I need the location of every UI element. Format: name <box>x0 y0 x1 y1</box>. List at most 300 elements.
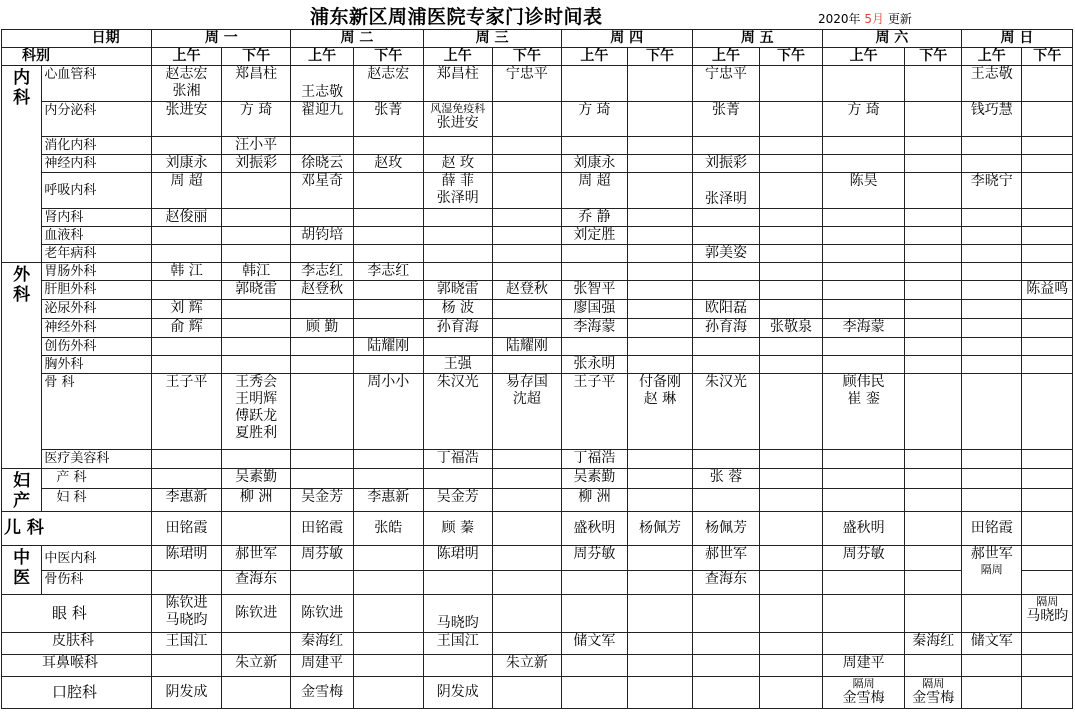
schedule-cell: 郭晓雷 <box>221 281 291 300</box>
schedule-cell <box>822 245 905 263</box>
dept-label: 骨伤科 <box>42 571 152 595</box>
schedule-cell <box>628 281 693 300</box>
schedule-cell <box>493 137 562 155</box>
schedule-cell: 张敬泉 <box>760 319 823 338</box>
schedule-cell <box>291 374 354 450</box>
schedule-cell: 郭美姿 <box>692 245 760 263</box>
schedule-cell <box>692 227 760 245</box>
schedule-cell: 顾 勤 <box>291 319 354 338</box>
schedule-cell <box>353 469 423 489</box>
schedule-cell <box>423 338 493 356</box>
schedule-cell <box>760 469 823 489</box>
schedule-cell <box>1022 571 1073 595</box>
table-row <box>2 338 1073 356</box>
schedule-cell <box>291 137 354 155</box>
category-tcm: 中 医 <box>2 546 42 595</box>
dept-label: 妇 科 <box>42 489 152 512</box>
schedule-cell: 赵登秋 <box>493 281 562 300</box>
schedule-cell <box>628 227 693 245</box>
schedule-cell <box>760 595 823 633</box>
schedule-cell: 秦海红 <box>291 633 354 655</box>
schedule-cell <box>152 450 222 469</box>
schedule-cell: 杨佩芳 <box>628 512 693 546</box>
schedule-cell <box>961 319 1022 338</box>
schedule-cell <box>1022 338 1073 356</box>
schedule-cell: 孙育海 <box>692 319 760 338</box>
schedule-cell <box>692 263 760 281</box>
schedule-cell: 王国江 <box>423 633 493 655</box>
table-row <box>2 374 1073 450</box>
schedule-cell <box>628 155 693 173</box>
table-row <box>2 66 1073 102</box>
schedule-cell: 周 超 <box>152 173 222 209</box>
schedule-cell <box>760 655 823 677</box>
schedule-cell: 周 超 <box>561 173 628 209</box>
schedule-cell <box>221 173 291 209</box>
header-day-fri: 周 五 <box>692 30 822 48</box>
schedule-cell <box>628 633 693 655</box>
table-row <box>2 356 1073 374</box>
schedule-cell <box>221 450 291 469</box>
schedule-cell: 盛秋明 <box>561 512 628 546</box>
schedule-cell: 宁忠平 <box>692 66 760 102</box>
schedule-table <box>1 29 1073 709</box>
schedule-cell <box>822 281 905 300</box>
schedule-cell <box>221 512 291 546</box>
schedule-cell: 郑昌柱 <box>221 66 291 102</box>
header-pm: 下午 <box>221 48 291 66</box>
schedule-cell <box>1022 546 1073 571</box>
schedule-cell <box>628 677 693 709</box>
schedule-cell: 吴金芳 <box>291 489 354 512</box>
schedule-cell <box>353 137 423 155</box>
schedule-cell: 刘康永 <box>152 155 222 173</box>
schedule-cell <box>353 300 423 319</box>
schedule-cell: 阴发成 <box>423 677 493 709</box>
schedule-cell <box>760 66 823 102</box>
schedule-cell <box>493 489 562 512</box>
category-obgyn: 妇 产 <box>2 469 42 512</box>
schedule-cell <box>152 469 222 489</box>
schedule-cell <box>905 245 961 263</box>
dept-label: 医疗美容科 <box>42 450 152 469</box>
schedule-cell: 方 琦 <box>221 102 291 137</box>
schedule-cell <box>760 209 823 227</box>
schedule-cell <box>760 677 823 709</box>
dept-label: 骨 科 <box>42 374 152 450</box>
schedule-cell <box>561 263 628 281</box>
schedule-cell <box>692 450 760 469</box>
schedule-cell: 杨 波 <box>423 300 493 319</box>
schedule-cell <box>291 338 354 356</box>
schedule-cell: 陈益鸣 <box>1022 281 1073 300</box>
schedule-cell <box>961 489 1022 512</box>
schedule-cell <box>760 281 823 300</box>
schedule-cell <box>493 571 562 595</box>
schedule-cell <box>905 319 961 338</box>
schedule-cell <box>493 102 562 137</box>
schedule-cell <box>905 546 961 571</box>
dept-label: 消化内科 <box>42 137 152 155</box>
schedule-cell: 周建平 <box>822 655 905 677</box>
schedule-cell <box>961 677 1022 709</box>
schedule-cell <box>905 356 961 374</box>
dept-label: 内分泌科 <box>42 102 152 137</box>
schedule-cell <box>760 546 823 571</box>
schedule-cell <box>905 281 961 300</box>
schedule-cell: 方 琦 <box>822 102 905 137</box>
schedule-cell <box>692 677 760 709</box>
schedule-cell <box>221 633 291 655</box>
schedule-cell <box>353 319 423 338</box>
schedule-cell <box>905 655 961 677</box>
schedule-cell <box>493 677 562 709</box>
schedule-cell: 汪小平 <box>221 137 291 155</box>
schedule-cell <box>493 209 562 227</box>
dept-label: 胃肠外科 <box>42 263 152 281</box>
schedule-cell: 郑昌柱 <box>423 66 493 102</box>
schedule-cell: 柳 洲 <box>561 489 628 512</box>
schedule-cell <box>905 512 961 546</box>
schedule-cell: 周建平 <box>291 655 354 677</box>
schedule-cell: 王强 <box>423 356 493 374</box>
schedule-cell <box>822 227 905 245</box>
schedule-cell <box>493 546 562 571</box>
schedule-cell: 赵志宏 张湘 <box>152 66 222 102</box>
schedule-cell <box>493 595 562 633</box>
schedule-cell: 徐晓云 <box>291 155 354 173</box>
schedule-cell <box>628 338 693 356</box>
schedule-cell <box>961 374 1022 450</box>
schedule-cell <box>905 66 961 102</box>
header-day-wed: 周 三 <box>423 30 561 48</box>
schedule-cell <box>291 245 354 263</box>
schedule-cell <box>628 546 693 571</box>
schedule-cell: 李晓宁 <box>961 173 1022 209</box>
schedule-cell: 孙育海 <box>423 319 493 338</box>
header-day-mon: 周 一 <box>152 30 291 48</box>
schedule-cell <box>353 245 423 263</box>
schedule-cell <box>905 338 961 356</box>
schedule-cell <box>822 300 905 319</box>
schedule-cell <box>353 546 423 571</box>
schedule-cell <box>353 655 423 677</box>
schedule-cell <box>628 595 693 633</box>
schedule-cell <box>493 633 562 655</box>
schedule-cell <box>760 356 823 374</box>
schedule-cell <box>822 209 905 227</box>
schedule-cell: 王志敬 <box>961 66 1022 102</box>
schedule-cell <box>961 137 1022 155</box>
schedule-cell: 吴素勤 <box>561 469 628 489</box>
schedule-cell: 刘振彩 <box>692 155 760 173</box>
schedule-cell <box>221 209 291 227</box>
schedule-cell: 欧阳磊 <box>692 300 760 319</box>
schedule-cell <box>423 137 493 155</box>
schedule-cell: 陈钦进 <box>221 595 291 633</box>
header-am: 上午 <box>291 48 354 66</box>
table-row <box>2 450 1073 469</box>
schedule-cell <box>423 263 493 281</box>
schedule-cell <box>561 571 628 595</box>
schedule-cell: 李志红 <box>353 263 423 281</box>
schedule-cell <box>961 300 1022 319</box>
schedule-cell <box>692 633 760 655</box>
schedule-cell <box>628 571 693 595</box>
schedule-cell <box>423 571 493 595</box>
schedule-cell: 陈钦进 马晓昀 <box>152 595 222 633</box>
schedule-cell <box>760 102 823 137</box>
header-row-ampm <box>2 48 1073 66</box>
schedule-cell <box>221 356 291 374</box>
schedule-cell <box>1022 469 1073 489</box>
schedule-cell: 周芬敏 <box>291 546 354 571</box>
header-am: 上午 <box>822 48 905 66</box>
schedule-cell <box>905 155 961 173</box>
header-am: 上午 <box>692 48 760 66</box>
schedule-cell <box>760 338 823 356</box>
schedule-cell <box>961 209 1022 227</box>
schedule-cell <box>1022 489 1073 512</box>
schedule-cell <box>760 374 823 450</box>
schedule-cell: 朱立新 <box>221 655 291 677</box>
schedule-cell: 乔 静 <box>561 209 628 227</box>
category-pediatrics: 儿 科 <box>2 512 152 546</box>
schedule-cell <box>760 512 823 546</box>
schedule-cell: 赵玫 <box>353 155 423 173</box>
schedule-cell: 隔周 金雪梅 <box>822 677 905 709</box>
schedule-cell: 陈珺明 <box>423 546 493 571</box>
schedule-cell <box>493 155 562 173</box>
dept-label: 心血管科 <box>42 66 152 102</box>
table-row <box>2 512 1073 546</box>
schedule-cell <box>1022 102 1073 137</box>
schedule-cell <box>1022 173 1073 209</box>
header-pm: 下午 <box>628 48 693 66</box>
schedule-cell <box>423 655 493 677</box>
header-pm: 下午 <box>493 48 562 66</box>
dept-label: 泌尿外科 <box>42 300 152 319</box>
schedule-cell <box>221 227 291 245</box>
schedule-cell: 李惠新 <box>152 489 222 512</box>
schedule-cell: 顾伟民 崔 銮 <box>822 374 905 450</box>
schedule-cell <box>760 227 823 245</box>
schedule-cell <box>152 281 222 300</box>
schedule-cell: 李海蒙 <box>822 319 905 338</box>
schedule-cell <box>905 469 961 489</box>
schedule-cell <box>628 245 693 263</box>
header-pm: 下午 <box>1022 48 1073 66</box>
schedule-cell <box>692 356 760 374</box>
schedule-cell: 郝世军 <box>692 546 760 571</box>
schedule-cell <box>1022 356 1073 374</box>
schedule-cell <box>1022 677 1073 709</box>
schedule-cell: 张智平 <box>561 281 628 300</box>
schedule-cell <box>221 245 291 263</box>
table-row <box>2 633 1073 655</box>
schedule-cell <box>905 571 961 595</box>
schedule-cell <box>822 155 905 173</box>
schedule-cell: 查海东 <box>692 571 760 595</box>
schedule-cell <box>628 450 693 469</box>
schedule-cell <box>1022 263 1073 281</box>
schedule-cell: 马晓昀 <box>423 595 493 633</box>
header-day-sun: 周 日 <box>961 30 1072 48</box>
table-row <box>2 319 1073 338</box>
schedule-cell <box>628 263 693 281</box>
schedule-cell: 邓星奇 <box>291 173 354 209</box>
schedule-cell <box>628 300 693 319</box>
schedule-cell <box>961 338 1022 356</box>
schedule-cell <box>822 66 905 102</box>
schedule-cell: 钱巧慧 <box>961 102 1022 137</box>
schedule-cell <box>561 655 628 677</box>
schedule-cell: 刘康永 <box>561 155 628 173</box>
header-pm: 下午 <box>353 48 423 66</box>
schedule-cell <box>760 450 823 469</box>
header-am: 上午 <box>423 48 493 66</box>
schedule-cell: 陈珺明 <box>152 546 222 571</box>
header-date: 日期 <box>2 30 152 48</box>
schedule-cell: 周芬敏 <box>561 546 628 571</box>
schedule-cell <box>628 209 693 227</box>
table-row <box>2 173 1073 209</box>
header-am: 上午 <box>152 48 222 66</box>
schedule-cell <box>152 338 222 356</box>
schedule-cell <box>1022 319 1073 338</box>
schedule-cell <box>905 489 961 512</box>
schedule-cell: 金雪梅 <box>291 677 354 709</box>
schedule-cell <box>628 469 693 489</box>
schedule-cell <box>1022 655 1073 677</box>
schedule-cell: 丁福浩 <box>561 450 628 469</box>
schedule-cell <box>961 245 1022 263</box>
table-row <box>2 281 1073 300</box>
schedule-cell <box>628 137 693 155</box>
category-internal: 内 科 <box>2 66 42 263</box>
schedule-cell <box>291 300 354 319</box>
schedule-cell: 吴素勤 <box>221 469 291 489</box>
schedule-cell: 翟迎九 <box>291 102 354 137</box>
schedule-cell <box>493 227 562 245</box>
page-title: 浦东新区周浦医院专家门诊时间表 <box>310 6 603 28</box>
schedule-cell: 刘 辉 <box>152 300 222 319</box>
schedule-cell <box>353 227 423 245</box>
schedule-cell <box>1022 374 1073 450</box>
schedule-cell: 隔周 金雪梅 <box>905 677 961 709</box>
schedule-cell: 张泽明 <box>692 173 760 209</box>
schedule-cell <box>152 227 222 245</box>
schedule-cell <box>822 450 905 469</box>
schedule-cell: 朱汉光 <box>423 374 493 450</box>
schedule-cell: 盛秋明 <box>822 512 905 546</box>
schedule-cell <box>692 489 760 512</box>
schedule-cell: 薛 菲 张泽明 <box>423 173 493 209</box>
schedule-cell <box>628 102 693 137</box>
table-row <box>2 655 1073 677</box>
schedule-cell <box>822 263 905 281</box>
schedule-cell <box>905 137 961 155</box>
schedule-cell <box>423 227 493 245</box>
table-row <box>2 546 1073 571</box>
schedule-cell <box>822 571 905 595</box>
schedule-cell <box>760 245 823 263</box>
schedule-cell: 田铭霞 <box>152 512 222 546</box>
table-row <box>2 263 1073 281</box>
dept-label: 胸外科 <box>42 356 152 374</box>
update-month: 5月 <box>864 12 885 26</box>
schedule-cell <box>760 173 823 209</box>
schedule-cell: 张进安 <box>152 102 222 137</box>
schedule-cell: 王志敬 <box>291 66 354 102</box>
schedule-cell: 丁福浩 <box>423 450 493 469</box>
dept-label: 神经内科 <box>42 155 152 173</box>
schedule-cell: 田铭霞 <box>291 512 354 546</box>
schedule-cell <box>221 300 291 319</box>
schedule-cell <box>561 595 628 633</box>
schedule-cell: 张 蓉 <box>692 469 760 489</box>
schedule-cell <box>1022 227 1073 245</box>
schedule-cell: 陈钦进 <box>291 595 354 633</box>
schedule-cell <box>1022 245 1073 263</box>
schedule-cell <box>822 137 905 155</box>
schedule-cell <box>961 595 1022 633</box>
schedule-cell: 胡钧培 <box>291 227 354 245</box>
schedule-cell: 周芬敏 <box>822 546 905 571</box>
schedule-cell <box>760 155 823 173</box>
schedule-cell <box>493 173 562 209</box>
schedule-cell <box>561 338 628 356</box>
schedule-cell <box>628 489 693 512</box>
schedule-cell: 李志红 <box>291 263 354 281</box>
header-day-tue: 周 二 <box>291 30 423 48</box>
schedule-cell <box>353 281 423 300</box>
dept-label: 耳鼻喉科 <box>2 655 152 677</box>
table-row <box>2 300 1073 319</box>
schedule-cell: 赵登秋 <box>291 281 354 300</box>
schedule-cell: 方 琦 <box>561 102 628 137</box>
schedule-cell <box>961 450 1022 469</box>
schedule-cell <box>760 137 823 155</box>
dept-label: 产 科 <box>42 469 152 489</box>
schedule-cell <box>152 655 222 677</box>
schedule-cell <box>692 595 760 633</box>
schedule-cell <box>961 469 1022 489</box>
schedule-cell: 陈昊 <box>822 173 905 209</box>
schedule-cell <box>423 245 493 263</box>
schedule-cell: 王秀会 王明辉 傅跃龙 夏胜利 <box>221 374 291 450</box>
schedule-cell <box>1022 137 1073 155</box>
schedule-cell <box>760 571 823 595</box>
schedule-cell <box>291 469 354 489</box>
schedule-cell: 杨佩芳 <box>692 512 760 546</box>
category-surgery: 外 科 <box>2 263 42 469</box>
dept-label: 口腔科 <box>2 677 152 709</box>
schedule-cell <box>1022 66 1073 102</box>
schedule-cell <box>152 245 222 263</box>
schedule-cell: 付备刚 赵 琳 <box>628 374 693 450</box>
schedule-cell <box>905 209 961 227</box>
schedule-cell <box>628 356 693 374</box>
schedule-cell <box>353 633 423 655</box>
schedule-cell: 韩江 <box>221 263 291 281</box>
schedule-cell <box>353 677 423 709</box>
schedule-cell <box>353 173 423 209</box>
schedule-cell: 陆耀刚 <box>493 338 562 356</box>
schedule-cell: 宁忠平 <box>493 66 562 102</box>
schedule-cell <box>423 209 493 227</box>
schedule-cell <box>493 319 562 338</box>
